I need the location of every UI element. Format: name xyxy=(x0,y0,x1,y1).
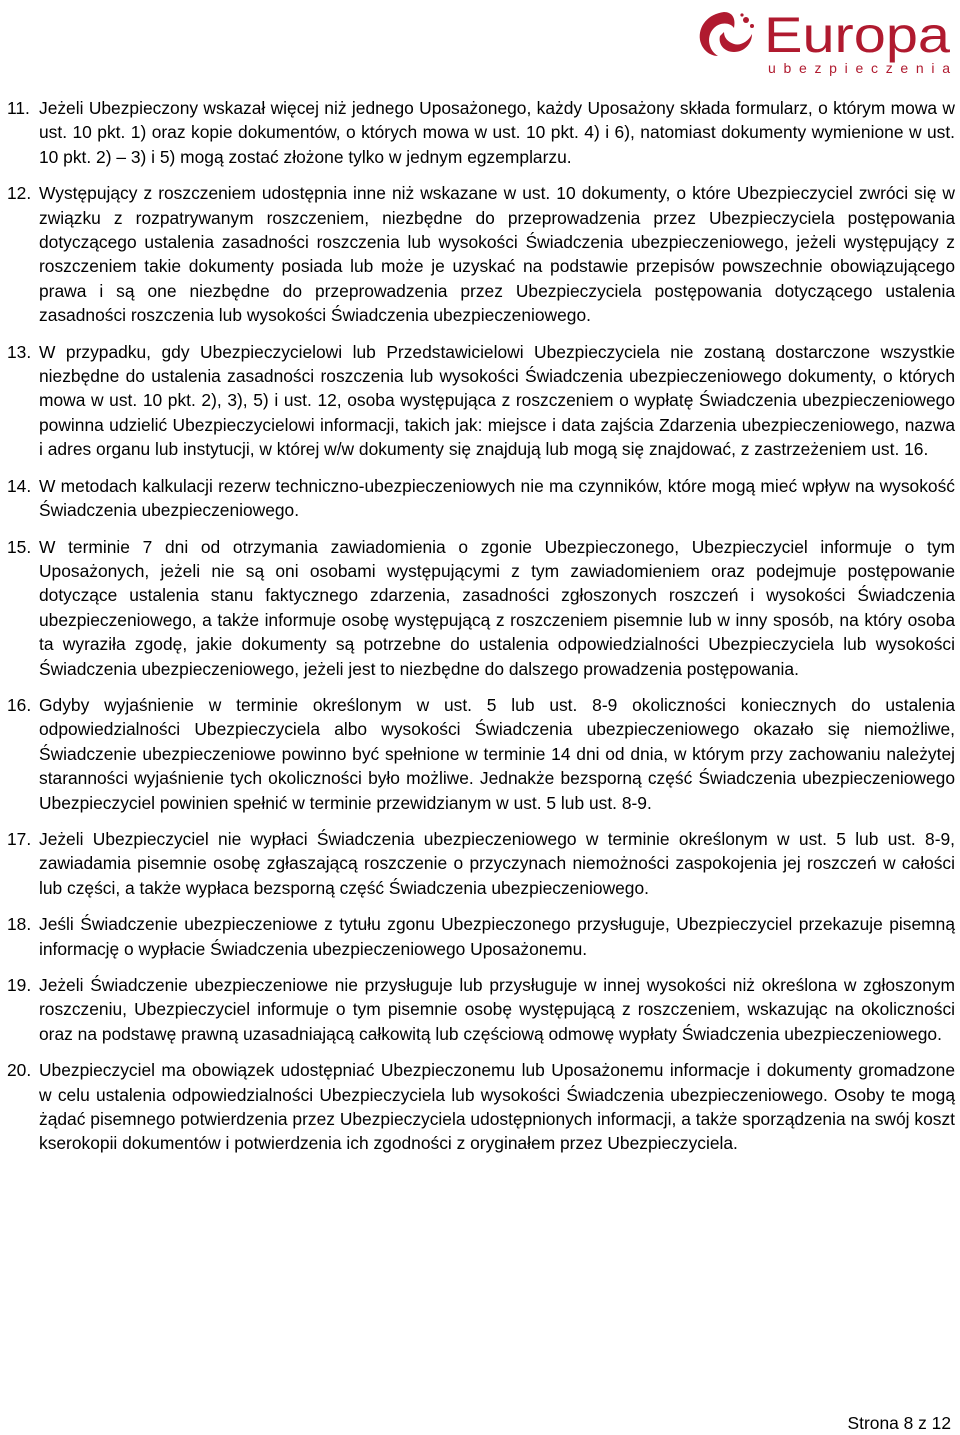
item-number: 16. xyxy=(7,694,32,715)
item-number: 12. xyxy=(7,183,32,204)
list-item-16 xyxy=(0,693,960,815)
swirl-emblem-icon xyxy=(700,12,754,56)
item-number: 15. xyxy=(7,536,32,557)
europa-logo xyxy=(694,6,954,78)
item-text: W metodach kalkulacji rezerw techniczno-ubezpieczeniowych nie ma czynników, które mogą mieć wpływ na wysokość Świadczenia ubezpieczeniowego. xyxy=(39,475,955,521)
document-body xyxy=(0,96,960,1168)
item-text: Występujący z roszczeniem udostępnia inne niż wskazane w ust. 10 dokumenty, o które Ubezpieczyciel zwróci się w związku z rozpatrywanym roszczeniem, niezbędne do przeprowadzenia przez Ubezpieczyciela postępowania dotyczącego ustalenia zasadności roszczenia lub wysokości Świadczenia ubezpieczeniowego, jeżeli występujący z roszczeniem takie dokumenty posiada lub może je uzyskać na podstawie przepisów powszechnie obowiązującego prawa i są one niezbędne do przeprowadzenia przez Ubezpieczyciela postępowania dotyczącego ustalenia zasadności roszczenia lub wysokości Świadczenia ubezpieczeniowego. xyxy=(39,183,955,326)
item-number: 17. xyxy=(7,828,32,849)
item-text: Jeżeli Ubezpieczony wskazał więcej niż jednego Uposażonego, każdy Uposażony składa formularz, o którym mowa w ust. 10 pkt. 1) oraz kopie dokumentów, o których mowa w ust. 10 pkt. 4) i 6), natomiast dokumenty wymienione w ust. 10 pkt. 2) – 3) i 5) mogą zostać złożone tylko w jednym egzemplarzu. xyxy=(39,98,955,167)
page-number: Strona 8 z 12 xyxy=(847,1413,951,1433)
list-item-20 xyxy=(0,1058,960,1156)
logo-tagline-text: ubezpieczenia xyxy=(768,60,950,76)
list-item-18 xyxy=(0,912,960,961)
item-number: 20. xyxy=(7,1060,32,1081)
list-item-12 xyxy=(0,181,960,327)
item-text: Jeżeli Ubezpieczyciel nie wypłaci Świadczenia ubezpieczeniowego w terminie określonym w ust. 5 lub ust. 8-9, zawiadamia pisemnie osobę zgłaszającą roszczenie o przyczynach niemożności zaspokojenia jej roszczeń w całości lub części, a także wypłaca bezsporną część Świadczenia ubezpieczeniowego. xyxy=(39,828,955,898)
item-number: 19. xyxy=(7,975,32,995)
item-text: W terminie 7 dni od otrzymania zawiadomienia o zgonie Ubezpieczonego, Ubezpieczyciel informuje o tym Uposażonych, jeżeli nie są oni osobami występującymi z tym zawiadomieniem oraz podejmuje postępowanie dotyczące ustalenia stanu faktycznego zdarzenia, zasadności zgłoszonych roszczeń i wysokości Świadczenia ubezpieczeniowego, a także informuje osobę występującą z roszczeniem pisemnie lub w inny sposób, na który osoba ta wyraziła zgodę, jakie dokumenty są potrzebne do ustalenia odpowiedzialności Ubezpieczyciela lub wysokości Świadczenia ubezpieczeniowego, jeżeli jest to niezbędne do dalszego prowadzenia postępowania. xyxy=(39,536,955,679)
item-text: Jeśli Świadczenie ubezpieczeniowe z tytułu zgonu Ubezpieczonego przysługuje, Ubezpieczyciel przekazuje pisemną informację o wypłacie Świadczenia ubezpieczeniowego Uposażonemu. xyxy=(39,914,955,959)
list-item-13 xyxy=(0,340,960,462)
item-number: 11. xyxy=(7,98,30,118)
list-item-15 xyxy=(0,535,960,681)
list-item-17 xyxy=(0,827,960,900)
item-number: 14. xyxy=(7,475,32,496)
item-text: Ubezpieczyciel ma obowiązek udostępniać Ubezpieczonemu lub Uposażonemu informacje i dokumenty gromadzone w celu ustalenia odpowiedzialności Ubezpieczyciela lub wysokości Świadczenia ubezpieczeniowego. Osoby te mogą żądać pisemnego potwierdzenia przez Ubezpieczyciela udostępnionych informacji, a także sporządzenia na swój koszt kserokopii dokumentów i potwierdzenia ich zgodności z oryginałem przez Ubezpieczyciela. xyxy=(39,1060,955,1154)
list-item-19 xyxy=(0,973,960,1046)
logo-brand-text: Europa xyxy=(764,7,951,63)
item-text: Jeżeli Świadczenie ubezpieczeniowe nie przysługuje lub przysługuje w innej wysokości niż określona w zgłoszonym roszczeniu, Ubezpieczyciel informuje o tym pisemnie osobę występującą z roszczeniem, wskazując na okoliczności oraz na podstawę prawną uzasadniającą całkowitą lub częściową odmowę wypłaty Świadczenia ubezpieczeniowego. xyxy=(39,975,955,1044)
list-item-14 xyxy=(0,474,960,523)
item-number: 13. xyxy=(7,341,32,362)
item-number: 18. xyxy=(7,914,32,935)
list-item-11 xyxy=(0,96,960,169)
item-text: W przypadku, gdy Ubezpieczycielowi lub Przedstawicielowi Ubezpieczyciela nie zostaną dostarczone wszystkie niezbędne do ustalenia zasadności roszczenia lub wysokości Świadczenia ubezpieczeniowego dokumenty, o których mowa w ust. 10 pkt. 2), 3), 5) i ust. 12, osoba występująca z roszczeniem o wypłatę Świadczenia ubezpieczeniowego powinna udzielić Ubezpieczycielowi informacji, takich jak: miejsce i data zajścia Zdarzenia ubezpieczeniowego, nazwa i adres organu lub instytucji, w której w/w dokumenty się znajdują lub mogą się znajdować, z zastrzeżeniem ust. 16. xyxy=(39,341,955,460)
item-text: Gdyby wyjaśnienie w terminie określonym w ust. 5 lub ust. 8-9 okoliczności koniecznych do ustalenia odpowiedzialności Ubezpieczyciela albo wysokości Świadczenia ubezpieczeniowego okazało się niemożliwe, Świadczenie ubezpieczeniowe powinno być spełnione w terminie 14 dni od dnia, w którym przy zachowaniu należytej staranności wyjaśnienie tych okoliczności było możliwe. Jednakże bezsporną część Świadczenia ubezpieczeniowego Ubezpieczyciel powinien spełnić w terminie przewidzianym w ust. 5 lub ust. 8-9. xyxy=(39,694,955,813)
